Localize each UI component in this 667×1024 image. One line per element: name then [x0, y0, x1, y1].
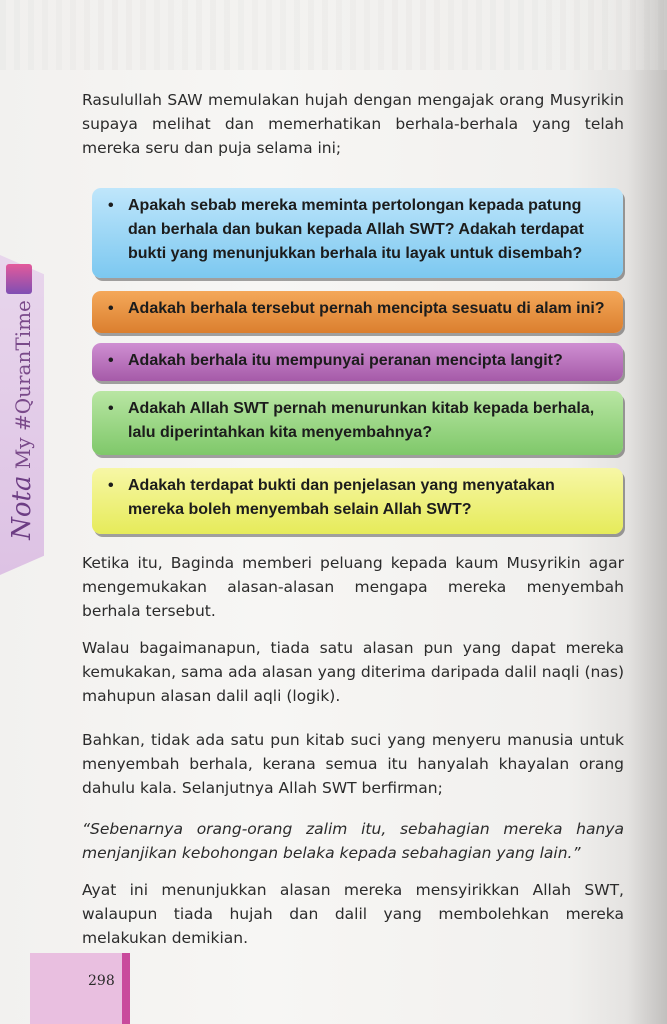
page-fold-shadow [627, 0, 667, 1024]
question-box-1: • Apakah sebab mereka meminta pertolongan kepada patung dan berhala dan bukan kepada Allah SWT? Adakah terdapat bukti yang menunjukkan berhala itu layak untuk disembah? [92, 188, 623, 278]
paragraph-5: Ayat ini menunjukkan alasan mereka mensyirikkan Allah SWT, walaupun tiada hujah dan dalil yang membolehkan mereka melakukan demikian. [82, 881, 624, 947]
side-title-brand: My #QuranTime [11, 300, 35, 470]
paragraph-4: Bahkan, tidak ada satu pun kitab suci yang menyeru manusia untuk menyembah berhala, kerana semua itu hanyalah khayalan orang dahulu kala. Selanjutnya Allah SWT berfirman; [82, 731, 624, 797]
question-box-4: • Adakah Allah SWT pernah menurunkan kitab kepada berhala, lalu diperintahkan kita menyembahnya? [92, 391, 623, 455]
header-pattern [0, 0, 667, 70]
paragraph-2: Ketika itu, Baginda memberi peluang kepada kaum Musyrikin agar mengemukakan alasan-alasan mengapa mereka menyembah berhala tersebut. [82, 554, 624, 620]
paragraph-3: Walau bagaimanapun, tiada satu alasan pun yang dapat mereka kemukakan, sama ada alasan yang diterima daripada dalil naqli (nas) mahupun alasan dalil aqli (logik). [82, 639, 624, 705]
intro-paragraph: Rasulullah SAW memulakan hujah dengan mengajak orang Musyrikin supaya melihat dan memerhatikan berhala-berhala yang telah mereka seru dan puja selama ini; [82, 91, 624, 157]
page-number: 298 [88, 973, 115, 989]
brand-badge-icon [6, 264, 32, 294]
side-title [7, 300, 37, 540]
question-box-2: • Adakah berhala tersebut pernah mencipta sesuatu di alam ini? [92, 291, 623, 333]
quote-paragraph: “Sebenarnya orang-orang zalim itu, sebahagian mereka hanya menjanjikan kebohongan belaka kepada sebahagian yang lain.” [82, 820, 624, 862]
side-title-nota: Nota [7, 475, 37, 540]
page-number-block [30, 953, 130, 1024]
question-box-5: • Adakah terdapat bukti dan penjelasan yang menyatakan mereka boleh menyembah selain Allah SWT? [92, 468, 623, 534]
question-box-3: • Adakah berhala itu mempunyai peranan mencipta langit? [92, 343, 623, 381]
page-number-bar [122, 953, 130, 1024]
